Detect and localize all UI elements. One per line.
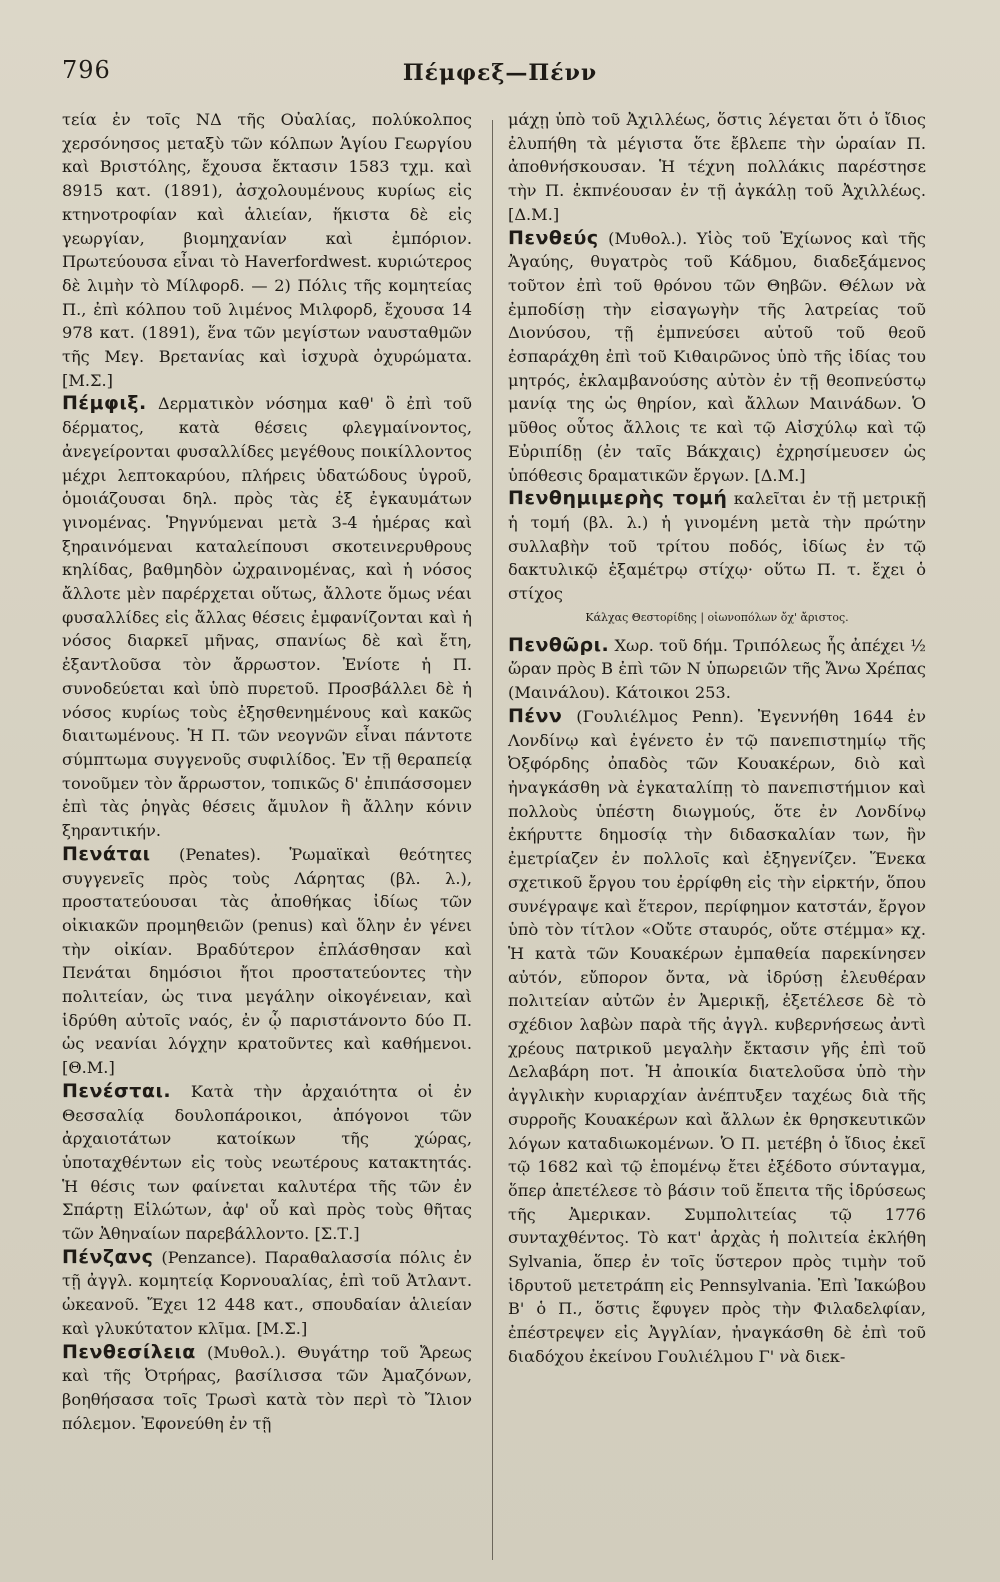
headword: Πενθημιμερὴς τομή — [508, 487, 728, 510]
verse-quote: Κάλχας Θεστορίδης | οἰωνοπόλων ὄχ' ἄριστος. — [585, 610, 849, 624]
headword: Πενθεσίλεια — [62, 1340, 196, 1363]
entry-text: (Penates). Ῥωμαϊκαὶ θεότητες συγγενεῖς πρὸς τοὺς Λάρητας (βλ. λ.), προστατεύουσαι τὰς ἀποθήκας ἰδίως τῶν οἰκιακῶν προμηθειῶν (penus) καὶ ὅλην ἐν γένει τὴν οἰκίαν. Βραδύτερον ἐπλάσθησαν καὶ Πενάται δημόσιοι ἤτοι προστατεύοντες τὴν πολιτείαν, ὡς τινα μεγάλην οἰκογένειαν, καὶ ἱδρύθη αὐτοῖς ναός, ἐν ᾧ παριστάνοντο δύο Π. ὡς νεανίαι λόγχην κρατοῦντες καὶ καθήμενοι. [Θ.Μ.] — [62, 844, 472, 1078]
entry-continuation: μάχῃ ὑπὸ τοῦ Ἀχιλλέως, ὅστις λέγεται ὅτι ὁ ἴδιος ἐλυπήθη τὰ μέγιστα ὅτε ἔβλεπε τὴν ὡραίαν Π. ἀποθνήσκουσαν. Ἡ τέχνη πολλάκις παρέστησε τὴν Π. ἐκπνέουσαν ἐν τῇ ἀγκάλῃ τοῦ Ἀχιλλέως. [Δ.Μ.] — [508, 110, 926, 224]
headword: Πενθῶρι. — [508, 633, 610, 656]
entry-text: Δερματικὸν νόσημα καθ' ὃ ἐπὶ τοῦ δέρματος, κατὰ θέσεις φλεγμαίνοντος, ἀνεγείρονται φυσαλλίδες μεγέθους ποικίλλοντος μέχρι λεπτοκαρύου, πλήρεις ὑδατώδους ὑγροῦ, ὁμοιάζουσαι δηλ. πρὸς τὰς ἐξ ἐγκαυμάτων γινομένας. Ῥηγνύμεναι μετὰ 3-4 ἡμέρας καὶ ξηραινόμεναι καταλείπουσι σκοτεινερυθρους κηλίδας, βαθμηδὸν ὠχραινομένας, καὶ ἡ νόσος ἄλλοτε μὲν παρέρχεται οὕτως, ἄλλοτε ὅμως νέαι φυσαλλίδες εἰς ἄλλας θέσεις ἐμφανίζονται καὶ ἡ νόσος διαρκεῖ μῆνας, σπανίως δὲ καὶ ἔτη, ἐξαντλοῦσα τὸν ἄρρωστον. Ἐνίοτε ἡ Π. συνοδεύεται καὶ ὑπὸ πυρετοῦ. Προσβάλλει δὲ ἡ νόσος κυρίως τοὺς ἐξησθενημένους καὶ κακῶς διαιτωμένους. Ἡ Π. τῶν νεογνῶν εἶναι πάντοτε σύμπτωμα συγγενοῦς συφιλίδος. Ἐν τῇ θεραπείᾳ τονοῦμεν τὸν ἄρρωστον, τοπικῶς δ' ἐπιπάσσομεν ἐπὶ τὰς ῥηγὰς θέσεις ἄμυλον ἢ ἄλλην κόνιν ξηραντικήν. — [62, 394, 472, 841]
headword: Πέμφιξ. — [62, 392, 147, 415]
entry-penthesileia — [62, 1341, 472, 1436]
entry-text: Κατὰ τὴν ἀρχαιότητα οἱ ἐν Θεσσαλίᾳ δουλοπάροικοι, ἀπόγονοι τῶν ἀρχαιοτάτων κατοίκων τῆς χώρας, ὑποταχθέντων εἰς τοὺς νεωτέρους κατακτητάς. Ἡ θέσις των φαίνεται καλυτέρα τῆς τῶν ἐν Σπάρτῃ Εἱλώτων, ἀφ' οὗ καὶ πρὸς τοὺς θῆτας τῶν Ἀθηναίων παρεβάλλοντο. [Σ.Τ.] — [62, 1081, 472, 1244]
entry-penates — [62, 843, 472, 1080]
headword: Πενθεύς — [508, 226, 599, 249]
page-number: 796 — [62, 56, 111, 84]
entry-text: (Penzance). Παραθαλασσία πόλις ἐν τῇ ἀγγλ. κομητείᾳ Κορνουαλίας, ἐπὶ τοῦ Ἀτλαντ. ὠκεανοῦ. Ἔχει 12 448 κατ., σπουδαίαν ἁλιείαν καὶ γλυκύτατον κλῖμα. [Μ.Σ.] — [62, 1247, 472, 1338]
entry-penzance — [62, 1246, 472, 1341]
entry-text: (Μυθολ.). Θυγάτηρ τοῦ Ἄρεως καὶ τῆς Ὀτρήρας, βασίλισσα τῶν Ἀμαζόνων, βοηθήσασα τοῖς Τρωσὶ κατὰ τὸν περὶ τὸ Ἴλιον πόλεμον. Ἐφονεύθη ἐν τῇ — [62, 1342, 472, 1433]
entry-text: (Γουλιέλμος Penn). Ἐγεννήθη 1644 ἐν Λονδίνῳ καὶ ἐγένετο ἐν τῷ πανεπιστημίῳ τῆς Ὀξφόρδης ὀπαδὸς τῶν Κουακέρων, διὸ καὶ ἠναγκάσθη νὰ ἐγκαταλίπῃ τὸ πανεπιστήμιον καὶ πολλοὺς ὑπέστη διωγμούς, ὅτε ἐν Λονδίνῳ ἐκήρυττε δημοσίᾳ τὴν διδασκαλίαν των, ἣν ἐμετρίαζεν ἐν πολλοῖς καὶ ἐξηγενίζεν. Ἕνεκα σχετικοῦ ἔργου του ἐρρίφθη εἰς τὴν εἱρκτήν, ὅπου συνέγραψε καὶ ἕτερον, περίφημον κατστάν, ἔργον ὑπὸ τὸν τίτλον «Οὔτε σταυρός, οὔτε στέμμα» κχ. Ἡ κατὰ τῶν Κουακέρων ἐμπαθεία παρεκίνησεν αὐτόν, εὔπορον ὄντα, νὰ ἱδρύσῃ ἐλευθέραν πολιτείαν αὐτῶν ἐν Ἀμερικῇ, ἐξετέλεσε δὲ τὸ σχέδιον λαβὼν παρὰ τῆς ἀγγλ. κυβερνήσεως ἀντὶ χρέους πατρικοῦ μεγαλὴν ἔκτασιν γῆς ἐπὶ τοῦ Δελαβάρη ποτ. Ἡ ἀποικία διατελοῦσα ὑπὸ τὴν ἀγγλικὴν κυριαρχίαν ἀνέπτυξεν ταχέως διὰ τῆς συρροῆς Κουακέρων καὶ ἄλλων ἐκ θρησκευτικῶν λόγων καταδιωκομένων. Ὁ Π. μετέβη ὁ ἴδιος ἐκεῖ τῷ 1682 καὶ τῷ ἑπομένῳ ἔτει ἐξέδοτο σύνταγμα, ὅπερ ἀπετέλεσε τὸ βάσιν τοῦ ἔπειτα τῆς ἱδρύσεως τῆς Ἀμερικαν. Συμπολιτείας τῷ 1776 συνταχθέντος. Τὸ κατ' ἀρχὰς ἡ πολιτεία ἐκλήθη Sylvania, ὅπερ ἐν τοῖς ὕστερον πρὸς τιμὴν τοῦ ἱδρυτοῦ μετετράπη εἰς Pennsylvania. Ἐπὶ Ἰακώβου Β' ὁ Π., ὅστις ἔφυγεν πρὸς τὴν Φιλαδελφίαν, ἐπέστρεψεν εἰς Ἀγγλίαν, ἠναγκάσθη δὲ ἐπὶ τοῦ διαδόχου ἐκείνου Γουλιέλμου Γ' νὰ διεκ- — [508, 706, 926, 1366]
entry-penn — [508, 705, 926, 1369]
entry-penestai — [62, 1080, 472, 1246]
entry-text: Χωρ. τοῦ δήμ. Τριπόλεως ἧς ἀπέχει ½ ὥραν πρὸς Β ἐπὶ τῶν Ν ὑπωρειῶν τῆς Ἄνω Χρέπας (Μαινάλου). Κάτοικοι 253. — [508, 635, 926, 703]
headword: Πένζανς — [62, 1245, 154, 1268]
entry-text: καλεῖται ἐν τῇ μετρικῇ ἡ τομή (βλ. λ.) ἡ γινομένη μετὰ τὴν πρώτην συλλαβὴν τοῦ τρίτου ποδός, ἰδίως ἐν τῷ δακτυλικῷ ἑξαμέτρῳ στίχῳ· οὕτω Π. τ. ἔχει ὁ στίχος — [508, 489, 926, 604]
headword: Πένν — [508, 704, 563, 727]
headword: Πενέσται. — [62, 1079, 172, 1102]
running-head: Πέμφεξ—Πένν — [402, 60, 598, 86]
entry-penthemimeres — [508, 487, 926, 606]
entry-penthori — [508, 634, 926, 705]
headword: Πενάται — [62, 842, 151, 865]
left-column — [62, 108, 472, 1435]
entry-pentheus — [508, 227, 926, 488]
entry-continuation: τεία ἐν τοῖς ΝΔ τῆς Οὐαλίας, πολύκολπος χερσόνησος μεταξὺ τῶν κόλπων Ἁγίου Γεωργίου καὶ Βριστόλης, ἔχουσα ἔκτασιν 1583 τχμ. καὶ 8915 κατ. (1891), ἀσχολουμένους κυρίως εἰς κτηνοτροφίαν καὶ ἁλιείαν, ἥκιστα δὲ εἰς γεωργίαν, βιομηχανίαν καὶ ἐμπόριον. Πρωτεύουσα εἶναι τὸ Haverfordwest. κυριώτερος δὲ λιμὴν τὸ Μίλφορδ. — 2) Πόλις τῆς κομητείας Π., ἐπὶ κόλπου τοῦ λιμένος Μιλφορδ, ἔχουσα 14 978 κατ. (1891), ἕνα τῶν μεγίστων ναυσταθμῶν τῆς Μεγ. Βρετανίας καὶ ἰσχυρὰ ὀχυρώματα. [Μ.Σ.] — [62, 110, 472, 390]
column-divider — [492, 120, 493, 1560]
entry-pemfix — [62, 392, 472, 842]
entry-text: (Μυθολ.). Υἱὸς τοῦ Ἐχίωνος καὶ τῆς Ἀγαύης, θυγατρὸς τοῦ Κάδμου, διαδεξάμενος τοῦτον ἐπὶ τοῦ θρόνου τῶν Θηβῶν. Θέλων νὰ ἐμποδίσῃ τὴν εἰσαγωγὴν τῆς λατρείας τοῦ Διονύσου, τῇ ἐμπνεύσει αὐτοῦ τοῦ θεοῦ ἐσπαράχθη ἐπὶ τοῦ Κιθαιρῶνος ὑπὸ τῆς ἰδίας του μητρός, ἐκλαμβανούσης αὐτὸν ἐν τῇ θεοπνεύστῳ μανίᾳ της ὡς θηρίον, καὶ ἄλλων Μαινάδων. Ὁ μῦθος οὗτος ἄλλοις τε καὶ τῷ Αἰσχύλῳ καὶ τῷ Εὐριπίδῃ (ἐν ταῖς Βάκχαις) ἐχρησίμευσεν ὡς ὑπόθεσις δραματικῶν ἔργων. [Δ.Μ.] — [508, 228, 926, 485]
right-column — [508, 108, 926, 1369]
